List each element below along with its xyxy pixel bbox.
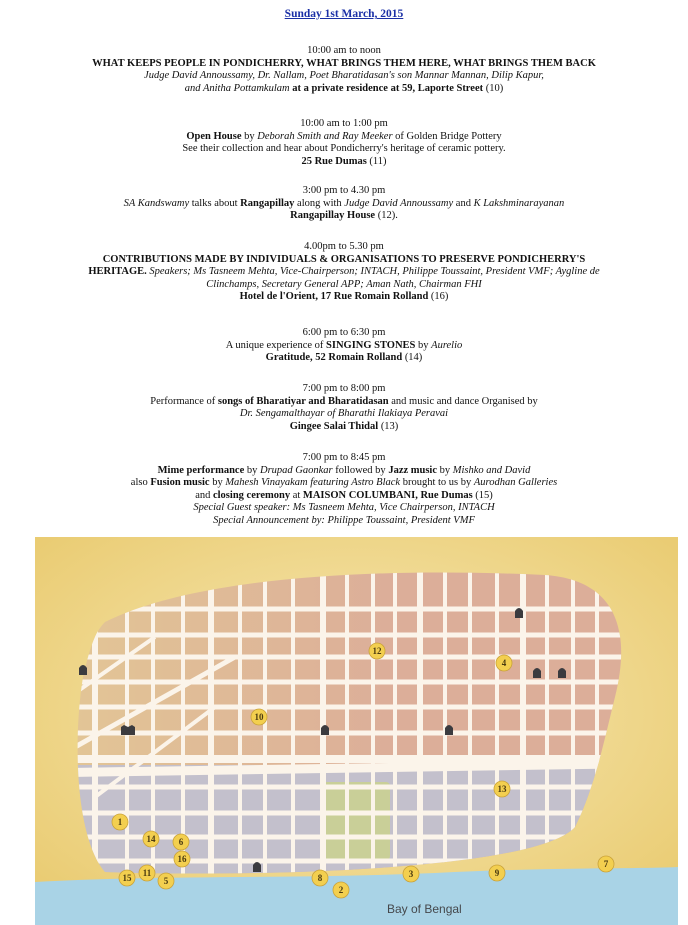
text-run: (13) <box>378 420 399 432</box>
text-run: MAISON COLUMBANI, Rue Dumas <box>302 489 473 501</box>
text-run: Deborah Smith and Ray Meeker <box>257 130 393 142</box>
text-run: talks about <box>189 197 241 209</box>
temple-icon <box>445 725 453 735</box>
venue-marker-15 <box>119 870 135 886</box>
event-line <box>14 291 674 304</box>
venue-marker-4 <box>496 655 512 671</box>
event-time <box>14 118 674 131</box>
government-park <box>320 782 390 860</box>
text-run: by <box>415 339 432 351</box>
text-run: 10:00 am to 1:00 pm <box>300 118 388 129</box>
temple-icon <box>515 608 523 618</box>
event-time <box>14 241 674 254</box>
venue-marker-label: 16 <box>177 854 187 864</box>
venue-marker-label: 10 <box>254 712 264 722</box>
event-line <box>14 58 674 71</box>
event-block-3 <box>14 185 674 223</box>
text-run: Clinchamps, Secretary General APP; Aman Nath, Chairman FHI <box>206 278 482 290</box>
venue-marker-10 <box>251 709 267 725</box>
venue-marker-9 <box>489 865 505 881</box>
text-run: A unique experience of <box>225 339 327 351</box>
text-run: (10) <box>483 82 504 94</box>
venue-marker-label: 2 <box>338 885 344 895</box>
text-run: at <box>290 489 303 501</box>
text-run: Special Announcement by: Philippe Toussaint, President VMF <box>213 514 475 526</box>
text-run: Special Guest speaker: Ms Tasneem Mehta, Vice Chairperson, INTACH <box>193 502 495 514</box>
text-run: Judge David Annoussamy, Dr. Nallam, Poet Bharatidasan's son Mannar Mannan, Dilip Kapur, <box>144 70 544 82</box>
text-run: See their collection and hear about Pondicherry's heritage of ceramic pottery. <box>182 143 506 155</box>
text-run: SINGING STONES <box>326 339 416 351</box>
event-block-6 <box>14 383 674 433</box>
text-run: Fusion music <box>150 477 210 489</box>
text-run: by <box>241 130 258 142</box>
venue-marker-14 <box>143 831 159 847</box>
text-run: Aurodhan Galleries <box>473 477 558 489</box>
text-run: and <box>195 489 213 501</box>
text-run: Open House <box>186 130 242 142</box>
text-run: and <box>453 197 474 209</box>
text-run: of Golden Bridge Pottery <box>392 130 502 142</box>
text-run: at a private residence at 59, Laporte Street <box>289 82 484 94</box>
venue-marker-12 <box>369 643 385 659</box>
temple-icon <box>533 668 541 678</box>
event-line <box>14 396 674 409</box>
event-line <box>14 490 674 503</box>
text-run: Jazz music <box>388 464 438 476</box>
text-run: Speakers; Ms Tasneem Mehta, Vice-Chairperson; INTACH, Philippe Toussaint, President VMF; Aygline de <box>146 266 600 278</box>
venue-marker-label: 9 <box>494 868 500 878</box>
text-run: songs of Bharatiyar and Bharatidasan <box>217 395 389 407</box>
event-line <box>14 83 674 96</box>
venue-marker-13 <box>494 781 510 797</box>
event-block-1 <box>14 45 674 95</box>
text-run: SA Kandswamy <box>123 197 190 209</box>
event-time <box>14 327 674 340</box>
text-run: Dr. Sengamalthayar of Bharathi Ilakiaya Peravai <box>239 408 449 420</box>
event-time <box>14 185 674 198</box>
text-run: 3:00 pm to 4.30 pm <box>302 185 386 196</box>
text-run: (16) <box>428 291 449 303</box>
text-run: (12). <box>375 210 398 222</box>
text-run: Mime performance <box>157 464 245 476</box>
venue-marker-label: 8 <box>317 873 323 883</box>
event-line <box>14 131 674 144</box>
church-icon <box>79 665 87 675</box>
text-run: by <box>437 464 453 476</box>
text-run: Judge David Annoussamy <box>344 197 454 209</box>
text-run: K Lakshminarayanan <box>473 197 565 209</box>
event-line <box>14 266 674 279</box>
event-block-7 <box>14 452 674 528</box>
venue-marker-label: 11 <box>142 868 152 878</box>
event-line <box>14 502 674 515</box>
text-run: 10:00 am to noon <box>307 45 381 56</box>
text-run: 7:00 pm to 8:45 pm <box>302 452 386 463</box>
text-run: Mahesh Vinayakam featuring Astro Black <box>225 477 401 489</box>
text-run: by <box>209 477 226 489</box>
text-run: (15) <box>472 489 493 501</box>
text-run: 7:00 pm to 8:00 pm <box>302 383 386 394</box>
venue-marker-label: 14 <box>146 834 156 844</box>
text-run: Rangapillay House <box>290 210 376 222</box>
venue-marker-label: 7 <box>603 859 609 869</box>
venue-marker-3 <box>403 866 419 882</box>
venue-marker-8 <box>312 870 328 886</box>
event-block-5 <box>14 327 674 365</box>
venue-marker-6 <box>173 834 189 850</box>
event-line <box>14 279 674 292</box>
text-run: and music and dance Organised by <box>388 395 538 407</box>
text-run: followed by <box>332 464 389 476</box>
venue-marker-16 <box>174 851 190 867</box>
venue-marker-label: 4 <box>501 658 507 668</box>
event-time <box>14 452 674 465</box>
event-block-4 <box>14 241 674 304</box>
event-time <box>14 383 674 396</box>
event-line <box>14 352 674 365</box>
text-run: Gratitude, 52 Romain Rolland <box>265 352 403 364</box>
venue-marker-label: 13 <box>497 784 507 794</box>
text-run: HERITAGE. <box>88 266 147 278</box>
text-run: (14) <box>402 352 423 364</box>
text-run: 6:00 pm to 6:30 pm <box>302 327 386 338</box>
text-run: Gingee Salai Thidal <box>289 420 379 432</box>
event-line <box>14 515 674 528</box>
event-line <box>14 254 674 267</box>
venue-marker-label: 15 <box>122 873 132 883</box>
venue-marker-label: 5 <box>163 876 169 886</box>
text-run: 25 Rue Dumas <box>301 155 367 167</box>
text-run: (11) <box>366 155 387 167</box>
text-run: also <box>130 477 151 489</box>
temple-icon <box>321 725 329 735</box>
church-icon <box>253 862 261 872</box>
event-line <box>14 210 674 223</box>
text-run: Aurelio <box>431 339 463 351</box>
event-line <box>14 408 674 421</box>
text-run: along with <box>294 197 345 209</box>
text-run: by <box>244 464 260 476</box>
text-run: Performance of <box>150 395 218 407</box>
event-line <box>14 465 674 478</box>
venue-marker-label: 6 <box>178 837 184 847</box>
text-run: Mishko and David <box>452 464 531 476</box>
venue-marker-2 <box>333 882 349 898</box>
venue-marker-1 <box>112 814 128 830</box>
venue-marker-5 <box>158 873 174 889</box>
venue-marker-7 <box>598 856 614 872</box>
text-run: Drupad Gaonkar <box>259 464 333 476</box>
heritage-town-map <box>35 537 678 925</box>
venue-marker-label: 1 <box>117 817 123 827</box>
venue-marker-label: 12 <box>372 646 382 656</box>
text-run: and Anitha Pottamkulam <box>184 82 290 94</box>
event-line <box>14 143 674 156</box>
event-line <box>14 421 674 434</box>
event-line <box>14 70 674 83</box>
event-line <box>14 477 674 490</box>
programme-date: Sunday 1st March, 2015 <box>284 8 404 20</box>
text-run: closing ceremony <box>212 489 291 501</box>
event-line <box>14 198 674 211</box>
venue-marker-label: 3 <box>408 869 414 879</box>
text-run: WHAT KEEPS PEOPLE IN PONDICHERRY, WHAT BRINGS THEM HERE, WHAT BRINGS THEM BACK <box>92 57 596 69</box>
event-block-2 <box>14 118 674 168</box>
text-run: CONTRIBUTIONS MADE BY INDIVIDUALS & ORGANISATIONS TO PRESERVE PONDICHERRY'S <box>102 253 586 265</box>
text-run: Rangapillay <box>240 197 295 209</box>
venue-marker-11 <box>139 865 155 881</box>
temple-icon <box>558 668 566 678</box>
text-run: 4.00pm to 5.30 pm <box>304 241 384 252</box>
event-line <box>14 340 674 353</box>
text-run: Hotel de l'Orient, 17 Rue Romain Rolland <box>239 291 429 303</box>
text-run: brought to us by <box>400 477 474 489</box>
event-time <box>14 45 674 58</box>
map-caption: Bay of Bengal <box>387 902 462 916</box>
event-line <box>14 156 674 169</box>
